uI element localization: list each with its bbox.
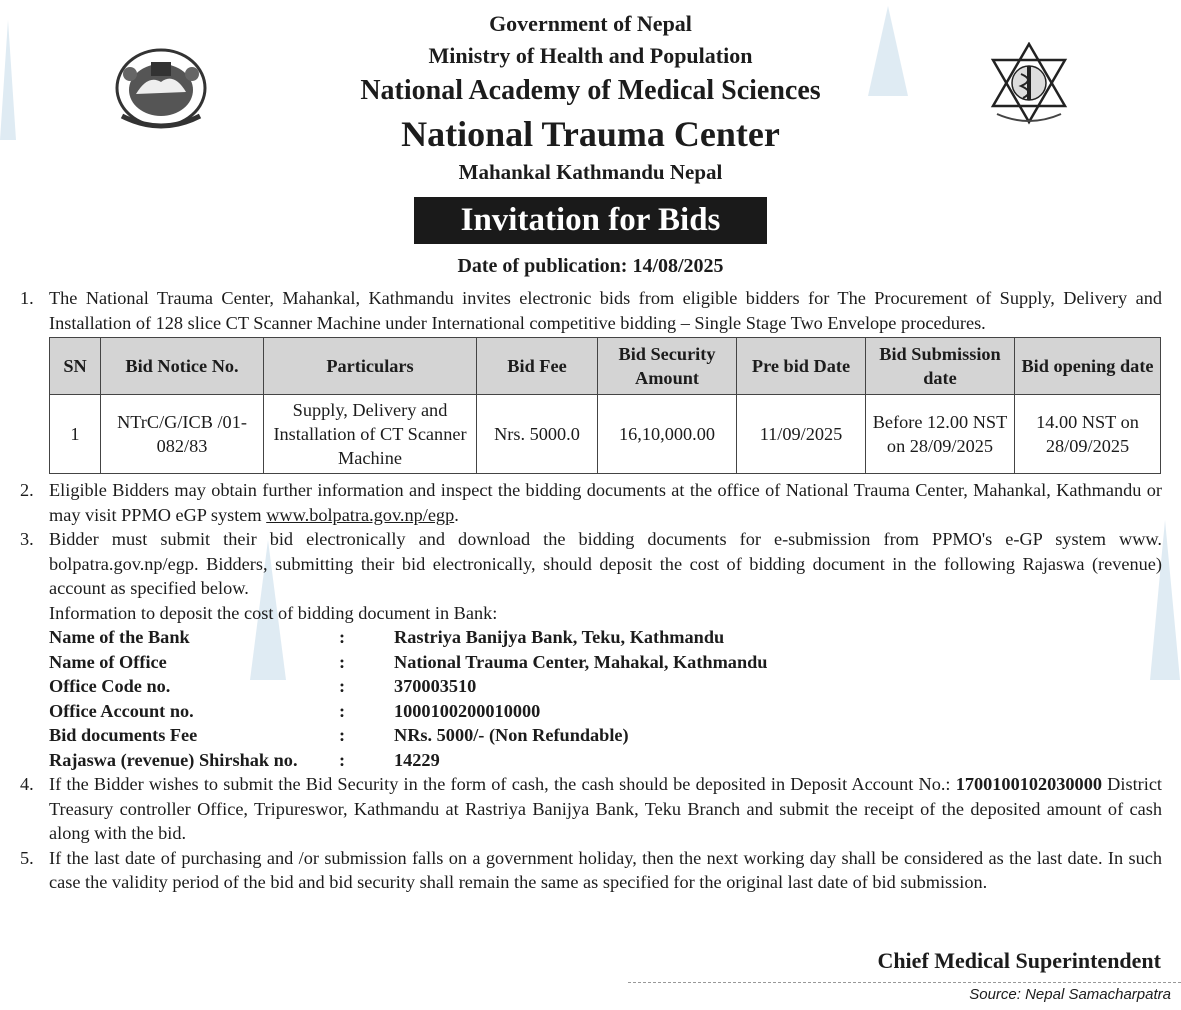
colon: : (339, 749, 346, 770)
table-cell: 11/09/2025 (737, 395, 866, 474)
bank-info-intro-text: Information to deposit the cost of bidding document in Bank: (49, 602, 498, 623)
table-row (50, 395, 1161, 474)
table-header: Bid Fee (477, 338, 598, 395)
bank-label: Office Account no. (49, 700, 194, 721)
bank-value: 1000100200010000 (394, 700, 541, 721)
table-header: SN (50, 338, 101, 395)
item-3 (20, 527, 1162, 601)
item-1-text: The National Trauma Center, Mahankal, Kathmandu invites electronic bids from eligible bidders for The Procurement of Supply, Delivery and Installation of 128 slice CT Scanner Machine under International competitive bidding – Single Stage Two Envelope procedures. (49, 288, 1162, 333)
table-header: Bid opening date (1015, 338, 1161, 395)
colon: : (339, 725, 346, 745)
table-header: Particulars (264, 338, 477, 395)
bank-label: Name of Office (49, 651, 167, 672)
notice-body (20, 286, 1162, 895)
bank-label: Rajaswa (revenue) Shirshak no. (49, 749, 298, 770)
item-2-end: . (454, 504, 459, 525)
notice-title: Invitation for Bids (414, 197, 767, 244)
bank-label: Name of the Bank (49, 627, 190, 647)
item-number: 3. (20, 529, 34, 549)
source-credit: Source: Nepal Samacharpatra (969, 986, 1171, 1003)
bank-value: NRs. 5000/- (Non Refundable) (394, 725, 629, 745)
bank-label: Bid documents Fee (49, 725, 198, 745)
ministry-title: Ministry of Health and Population (428, 43, 753, 68)
item-number: 4. (20, 774, 34, 794)
bank-value: 14229 (394, 749, 440, 770)
colon: : (339, 651, 346, 672)
bank-value: 370003510 (394, 676, 477, 696)
table-cell: Nrs. 5000.0 (477, 395, 598, 474)
table-header: Bid Submission date (866, 338, 1015, 395)
bank-value: Rastriya Banijya Bank, Teku, Kathmandu (394, 627, 725, 647)
notice-header (0, 8, 1181, 187)
table-cell: Supply, Delivery and Installation of CT Scanner Machine (264, 395, 477, 474)
table-cell: 16,10,000.00 (598, 395, 737, 474)
center-title: National Trauma Center (401, 114, 780, 154)
item-5 (20, 846, 1162, 895)
bank-value: National Trauma Center, Mahakal, Kathmandu (394, 651, 768, 672)
center-address: Mahankal Kathmandu Nepal (458, 160, 723, 184)
table-cell: Before 12.00 NST on 28/09/2025 (866, 395, 1015, 474)
table-cell: NTrC/G/ICB /01-082/83 (101, 395, 264, 474)
item-number: 5. (20, 847, 34, 868)
item-4-text-a: If the Bidder wishes to submit the Bid Security in the form of cash, the cash should be deposited in Deposit Account No.: (49, 774, 956, 794)
item-1 (20, 286, 1162, 335)
table-header: Pre bid Date (737, 338, 866, 395)
signature: Chief Medical Superintendent (877, 948, 1161, 973)
academy-title: National Academy of Medical Sciences (360, 75, 821, 106)
publication-date: Date of publication: 14/08/2025 (457, 255, 724, 277)
bolpatra-link[interactable]: www.bolpatra.gov.np/egp (266, 504, 455, 525)
table-cell: 14.00 NST on 28/09/2025 (1015, 395, 1161, 474)
item-5-text: If the last date of purchasing and /or submission falls on a government holiday, then the next working day shall be considered as the last date. In such case the validity period of the bid and bid security shall remain the same as specified for the original last date of bid submission. (49, 847, 1162, 892)
table-header: Bid Security Amount (598, 338, 737, 395)
colon: : (339, 627, 346, 647)
source-divider (628, 982, 1181, 983)
bank-details (20, 625, 1162, 772)
item-4 (20, 772, 1162, 846)
colon: : (339, 676, 346, 696)
bids-table (49, 337, 1161, 474)
table-header: Bid Notice No. (101, 338, 264, 395)
item-number: 1. (20, 288, 34, 308)
government-title: Government of Nepal (489, 11, 692, 36)
table-header-row (50, 338, 1161, 395)
bank-label: Office Code no. (49, 676, 171, 696)
item-3-text: Bidder must submit their bid electronically and download the bidding documents for e-submission from PPMO's e-GP system www. bolpatra.gov.np/egp. Bidders, submitting their bid electronically, should deposit the cost of bidding document in the following Rajaswa (revenue) account as specified below. (49, 529, 1162, 598)
deposit-account-number: 1700100102030000 (955, 774, 1102, 794)
item-2-text: Eligible Bidders may obtain further information and inspect the bidding documents at the office of National Trauma Center, Mahankal, Kathmandu or may visit PPMO eGP system (49, 480, 1162, 525)
colon: : (339, 700, 346, 721)
table-cell: 1 (50, 395, 101, 474)
bank-info-intro (20, 601, 1162, 626)
item-number: 2. (20, 480, 34, 500)
item-4-text-b: District Treasury controller Office, Tripureswor, Kathmandu at Rastriya Banijya Bank, Teku Branch and submit the receipt of the deposited amount of cash along with the bid. (49, 774, 1163, 843)
item-2 (20, 478, 1162, 527)
